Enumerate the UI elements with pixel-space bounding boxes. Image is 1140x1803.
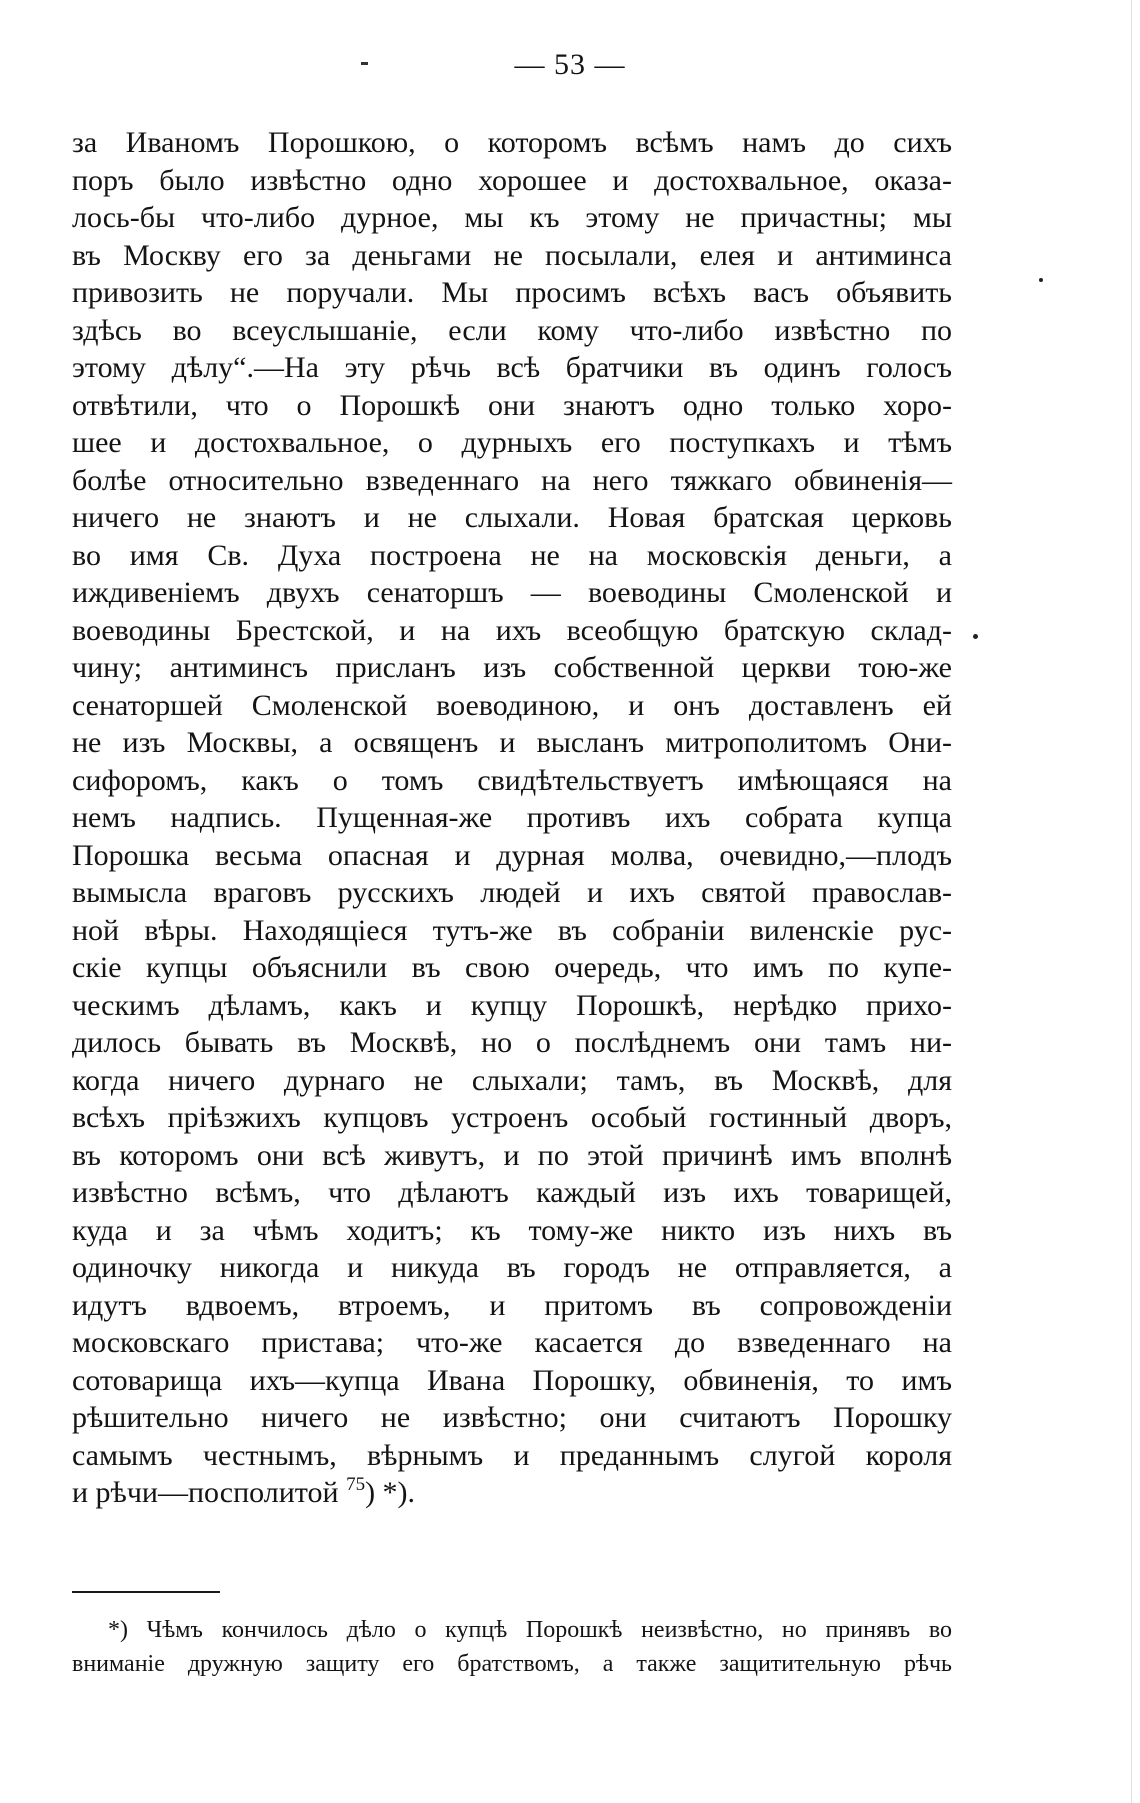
body-line: сифоромъ, какъ о томъ свидѣтельствуетъ имѣющаяся на <box>72 763 952 797</box>
body-line: когда ничего дурнаго не слыхали; тамъ, въ Москвѣ, для <box>72 1063 952 1097</box>
body-line: поръ было извѣстно одно хорошее и достохвальное, оказа- <box>72 163 952 197</box>
scan-edge <box>1131 0 1132 1803</box>
body-line: извѣстно всѣмъ, что дѣлаютъ каждый изъ ихъ товарищей, <box>72 1176 952 1209</box>
endnote-reference: 75 <box>346 1474 366 1495</box>
body-line: чину; антиминсъ присланъ изъ собственной церкви тою-же <box>72 651 952 684</box>
body-line: иждивеніемъ двухъ сенаторшъ — воеводины Смоленской и <box>72 576 952 609</box>
body-line: шее и достохвальное, о дурныхъ его поступкахъ и тѣмъ <box>72 426 952 459</box>
body-line: за Иваномъ Порошкою, о которомъ всѣмъ намъ до сихъ <box>72 126 952 159</box>
body-line: скіе купцы объяснили въ свою очередь, что имъ по купе- <box>72 951 952 984</box>
body-line: въ которомъ они всѣ живутъ, и по этой причинѣ имъ вполнѣ <box>72 1138 952 1172</box>
body-text <box>72 124 952 1512</box>
footnote-line: вниманіе дружную защиту его братствомъ, а также защитительную рѣчь <box>72 1651 952 1677</box>
body-line: ной вѣры. Находящіеся тутъ-же въ собраніи виленскіе рус- <box>72 913 952 947</box>
footnote <box>72 1613 952 1681</box>
body-line: здѣсь во всеуслышаніе, если кому что-либо извѣстно по <box>72 313 952 347</box>
body-line: сотоварища ихъ—купца Ивана Порошку, обвиненія, то имъ <box>72 1363 952 1397</box>
body-line: куда и за чѣмъ ходитъ; къ тому-же никто изъ нихъ въ <box>72 1213 952 1247</box>
body-line: вымысла враговъ русскихъ людей и ихъ святой православ- <box>72 876 952 909</box>
body-line: одиночку никогда и никуда въ городъ не отправляется, а <box>72 1251 952 1284</box>
body-line: всѣхъ пріѣзжихъ купцовъ устроенъ особый гостинный дворъ, <box>72 1101 952 1134</box>
page-number: — 53 — <box>514 48 626 81</box>
body-line: не изъ Москвы, а освященъ и высланъ митрополитомъ Они- <box>72 726 952 759</box>
footnote-marker: ) *). <box>365 1476 416 1509</box>
body-line: во имя Св. Духа построена не на московскія деньги, а <box>72 538 952 572</box>
body-line: отвѣтили, что о Порошкѣ они знаютъ одно только хоро- <box>72 388 952 422</box>
footnote-divider <box>72 1591 220 1593</box>
body-line: ческимъ дѣламъ, какъ и купцу Порошкѣ, нерѣдко прихо- <box>72 988 952 1022</box>
body-line: болѣе относительно взведеннаго на него тяжкаго обвиненія— <box>72 463 952 497</box>
footnote-line: *) Чѣмъ кончилось дѣло о купцѣ Порошкѣ неизвѣстно, но принявъ во <box>108 1617 952 1643</box>
body-line: идутъ вдвоемъ, втроемъ, и притомъ въ сопровожденіи <box>72 1288 952 1322</box>
body-line: самымъ честнымъ, вѣрнымъ и преданнымъ слугой короля <box>72 1438 952 1472</box>
body-last-line <box>72 1474 952 1512</box>
body-line: этому дѣлу“.—На эту рѣчь всѣ братчики въ одинъ голосъ <box>72 351 952 384</box>
body-line: немъ надпись. Пущенная-же противъ ихъ собрата купца <box>72 801 952 834</box>
body-line: Порошка весьма опасная и дурная молва, очевидно,—плодъ <box>72 838 952 872</box>
body-line: привозить не поручали. Мы просимъ всѣхъ васъ объявить <box>72 276 952 309</box>
body-line: московскаго пристава; что-же касается до взведеннаго на <box>72 1326 952 1359</box>
body-line: сенаторшей Смоленской воеводиною, и онъ доставленъ ей <box>72 688 952 722</box>
body-line: воеводины Брестской, и на ихъ всеобщую братскую склад- <box>72 613 952 647</box>
body-line: лось-бы что-либо дурное, мы къ этому не причастны; мы <box>72 201 952 234</box>
body-line: въ Москву его за деньгами не посылали, елея и антиминса <box>72 238 952 272</box>
body-line: ничего не знаютъ и не слыхали. Новая братская церковь <box>72 501 952 534</box>
body-line: рѣшительно ничего не извѣстно; они считаютъ Порошку <box>72 1401 952 1434</box>
body-line: дилось бывать въ Москвѣ, но о послѣднемъ они тамъ ни- <box>72 1026 952 1059</box>
scan-speck <box>973 634 978 639</box>
last-line-text: и рѣчи—посполитой <box>72 1476 339 1509</box>
scan-speck <box>1039 278 1043 282</box>
